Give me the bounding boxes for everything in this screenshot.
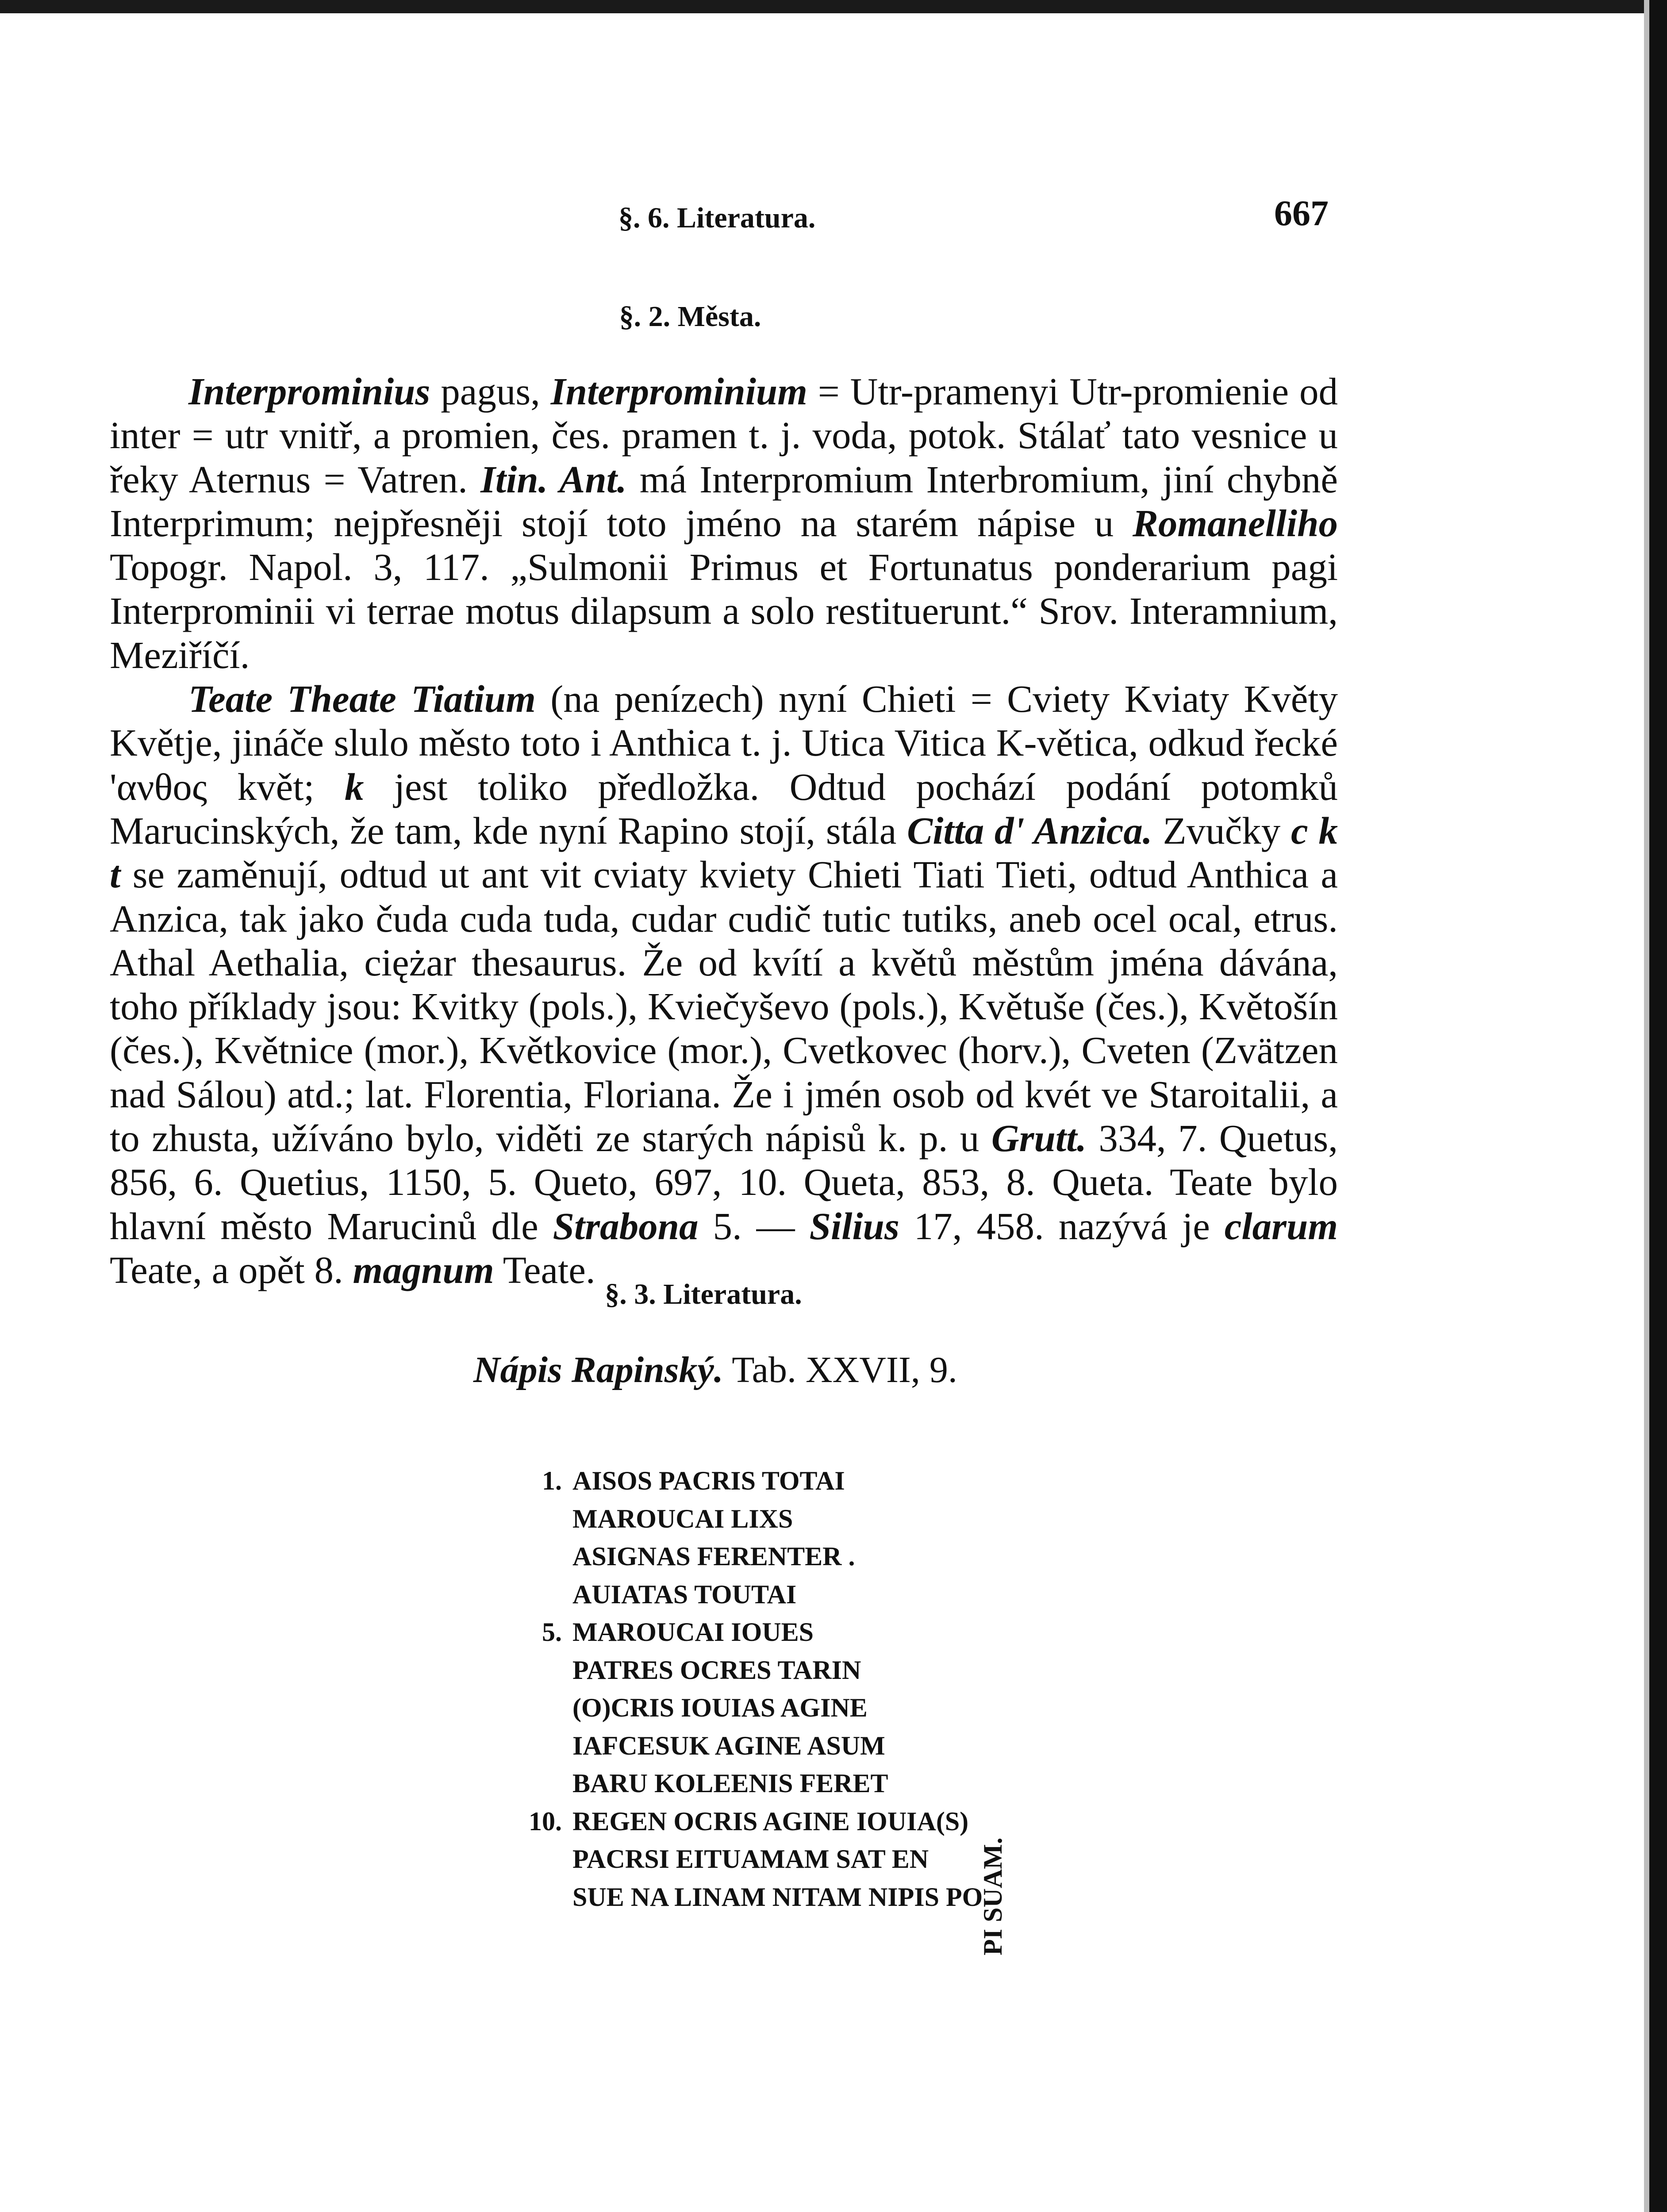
inscription-title [473, 1348, 957, 1391]
citation: Grutt. [991, 1117, 1087, 1160]
text-run: jest toliko předložka. Odtud pochází podání potomků Marucinských, že tam, kde nyní Rapino stojí, stála [110, 765, 1338, 852]
text-run: Topogr. Napol. 3, 117. „Sulmonii Primus et Fortunatus ponderarium pagi Interprominii vi terrae motus dilapsum a solo restituerunt.“ Srov. Interamnium, Meziříčí. [110, 545, 1338, 676]
inscription-name: Nápis Rapinský. [473, 1349, 723, 1390]
line-text: AISOS PACRIS TOTAI [572, 1466, 845, 1495]
term: clarum [1224, 1204, 1338, 1248]
citation: Strabona [553, 1204, 699, 1248]
citation: Itin. Ant. [480, 457, 627, 501]
term: Citta d' Anzica. [907, 809, 1152, 852]
line-text: REGEN OCRIS AGINE IOUIA(S) [572, 1806, 969, 1836]
line-text: MAROUCAI IOUES [572, 1617, 814, 1647]
text-run: = Utr-pramenyi Utr-promienie od inter = utr vnitř, a promien, čes. pramen t. j. voda, potok. Stálať tato vesnice u řeky Aternus = Vatren. [110, 370, 1338, 501]
line-number: 10. [529, 1806, 562, 1836]
text-run: Teate, a opět 8. [110, 1248, 353, 1291]
scan-right-edge [1644, 0, 1649, 2212]
line-number: 5. [542, 1617, 562, 1647]
line-text: PATRES OCRES TARIN [572, 1655, 861, 1685]
citation: Silius [809, 1204, 899, 1248]
line-text: PACRSI EITUAMAM SAT EN [572, 1844, 929, 1874]
text-run: Teate. [494, 1248, 595, 1291]
line-number: 1. [542, 1466, 562, 1495]
text-run: 17, 458. nazývá je [899, 1204, 1225, 1248]
text-run: (na penízech) nyní Chieti = Cviety Kviaty Květy Květje, jináče slulo město toto i Anthica t. j. Utica Vitica K-větica, odkud řecké 'ανθος květ; [110, 677, 1338, 808]
line-text: SUE NA LINAM NITAM NIPIS PO [572, 1882, 983, 1912]
line-text: BARU KOLEENIS FERET [572, 1769, 888, 1798]
scan-top-border [0, 0, 1667, 13]
text-run: Zvučky [1152, 809, 1291, 852]
term: Interprominius [188, 370, 430, 413]
line-text: MAROUCAI LIXS [572, 1504, 793, 1533]
paragraph-teate [110, 677, 1338, 1292]
section-3-heading: §. 3. Literatura. [605, 1278, 802, 1310]
text-run: má Interpromium Interbromium, jiní chybně Interprimum; nejpřesněji stojí toto jméno na starém nápise u [110, 457, 1338, 545]
term: Teate Theate Tiatium [188, 677, 536, 721]
citation: Romanelliho [1132, 501, 1338, 545]
running-title: §. 6. Literatura. [618, 202, 816, 234]
term: magnum [353, 1248, 494, 1291]
section-2-heading: §. 2. Města. [619, 300, 761, 333]
line-text: (O)CRIS IOUIAS AGINE [572, 1693, 868, 1722]
paragraph-interprominius [110, 369, 1338, 677]
line-text: IAFCESUK AGINE ASUM [572, 1731, 885, 1760]
text-run: 334, 7. Quetus, 856, 6. Quetius, 1150, 5. Queto, 697, 10. Queta, 853, 8. Queta. Teate bylo hlavní město Marucinů dle [110, 1117, 1338, 1248]
inscription-reference: Tab. XXVII, 9. [723, 1349, 957, 1390]
page-header [0, 188, 1667, 237]
line-text: ASIGNAS FERENTER . [572, 1542, 855, 1571]
term: Interprominium [550, 370, 807, 413]
scan-right-border [1649, 0, 1667, 2212]
text-run: 5. — [698, 1204, 810, 1248]
body-text [110, 369, 1338, 1292]
text-run: pagus, [430, 370, 551, 413]
term: c k t [110, 809, 1338, 896]
page-number: 667 [1274, 193, 1329, 233]
text-run: se zaměnují, odtud ut ant vit cviaty kviety Chieti Tiati Tieti, odtud Anthica a Anzica, tak jako čuda cuda tuda, cudar cudič tutic tutiks, aneb ocel ocal, etrus. Athal Aethalia, ciężar thesaurus. Že od kvítí a květů městům jména dávána, toho příklady jsou: Kvitky (pols.), Kviečyševo (pols.), Květuše (čes.), Květošín (čes.), Květnice (mor.), Květkovice (mor.), Cvetkovec (horv.), Cveten (Zvätzen nad Sálou) atd.; lat. Florentia, Floriana. Že i jmén osob od kvét ve Staroitalii, a to zhusta, užíváno bylo, viděti ze starých nápisů k. p. u [110, 853, 1338, 1160]
line-text: AUIATAS TOUTAI [572, 1579, 797, 1609]
vertical-inscription-note: PI SUAM. [978, 1837, 1007, 1955]
term: k [344, 765, 364, 808]
